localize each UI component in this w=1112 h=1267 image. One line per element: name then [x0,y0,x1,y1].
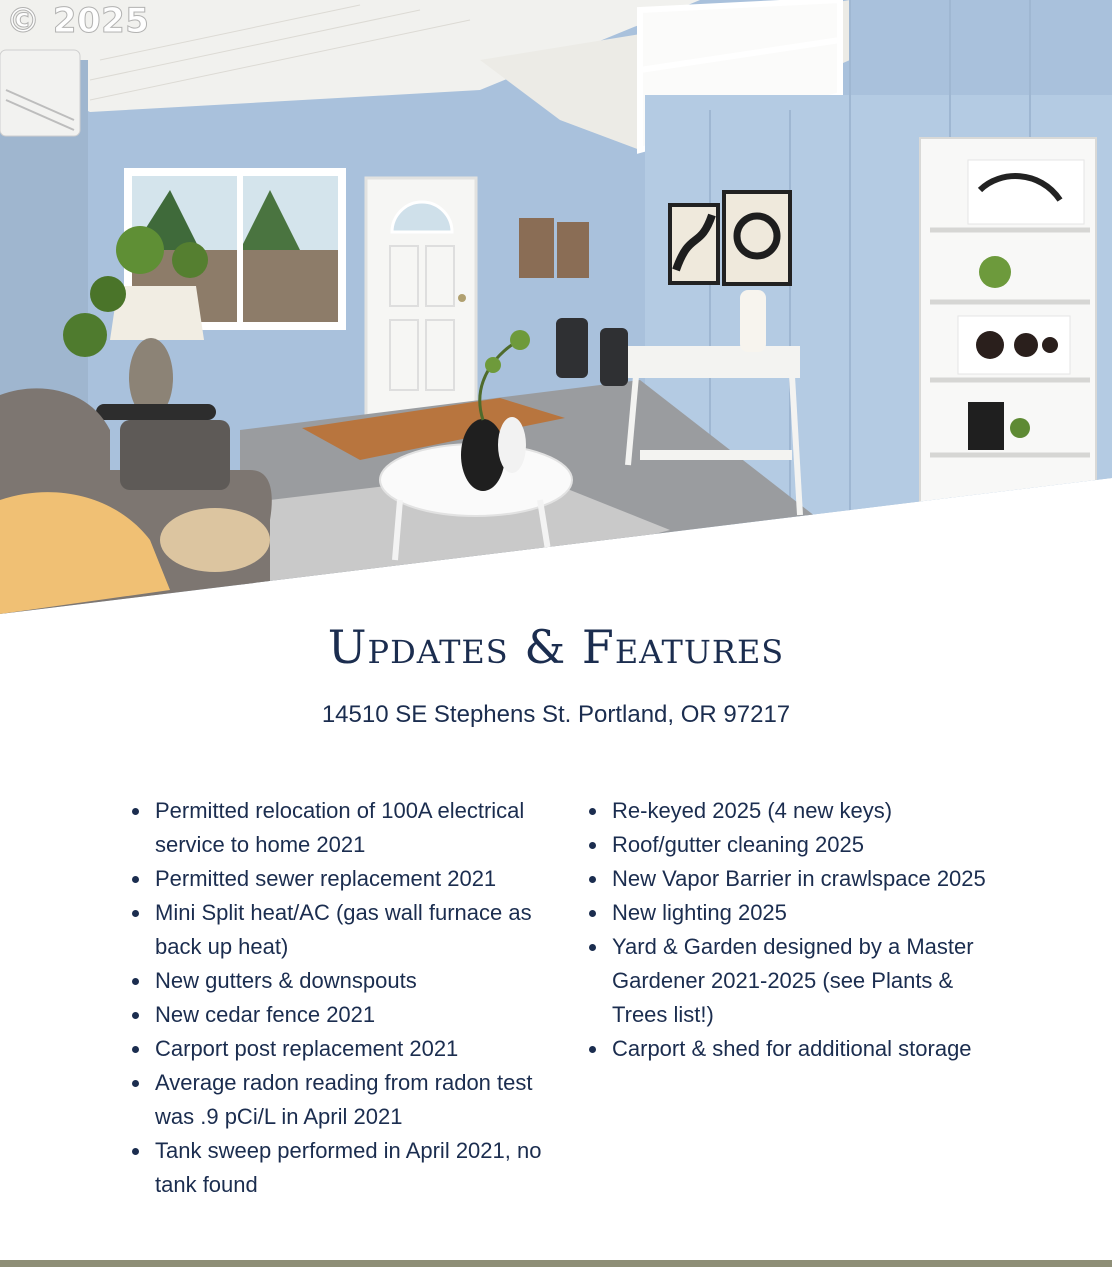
list-item [589,794,1009,828]
list-item-text: Mini Split heat/AC (gas wall furnace as back up heat) [155,900,532,959]
list-item [589,828,1009,862]
list-item [132,964,552,998]
bullet-icon [589,1046,596,1053]
list-item-text: Carport post replacement 2021 [155,1036,459,1061]
bullet-icon [132,808,139,815]
property-address: 14510 SE Stephens St. Portland, OR 97217 [321,701,791,728]
list-item [132,1032,552,1066]
bullet-icon [132,1148,139,1155]
list-item [589,930,1009,1032]
list-item-text: Roof/gutter cleaning 2025 [612,832,864,857]
list-item [589,896,1009,930]
bullet-icon [132,978,139,985]
bullet-icon [589,842,596,849]
list-item [132,1066,552,1134]
list-item-text: Yard & Garden designed by a Master Gardener 2021-2025 (see Plants & Trees list!) [612,934,974,1027]
bullet-icon [132,1012,139,1019]
list-item-text: Permitted sewer replacement 2021 [155,866,497,891]
list-item [589,862,1009,896]
list-item-text: New Vapor Barrier in crawlspace 2025 [612,866,986,891]
bullet-icon [132,1080,139,1087]
list-item [132,794,552,862]
bullet-icon [589,808,596,815]
living-room-photo [0,0,1112,620]
bullet-icon [132,910,139,917]
list-item-text: New cedar fence 2021 [155,1002,376,1027]
bullet-icon [589,910,596,917]
footer-bar [0,1260,1112,1267]
bullet-icon [589,944,596,951]
copyright-watermark: © 2025 [6,1,150,41]
bullet-icon [589,876,596,883]
list-item-text: Re-keyed 2025 (4 new keys) [612,798,893,823]
page-title: Updates & Features [327,620,785,674]
list-item-text: Tank sweep performed in April 2021, no tank found [155,1138,542,1197]
list-item [132,1134,552,1202]
list-item-text: Permitted relocation of 100A electrical service to home 2021 [155,798,525,857]
list-item-text: New gutters & downspouts [155,968,417,993]
list-item [132,896,552,964]
bullet-icon [132,1046,139,1053]
list-item-text: Average radon reading from radon test was .9 pCi/L in April 2021 [155,1070,533,1129]
features-list-right [589,794,1009,1066]
features-list-left [132,794,552,1202]
list-item-text: New lighting 2025 [612,900,787,925]
list-item [132,862,552,896]
list-item [589,1032,1009,1066]
list-item [132,998,552,1032]
bullet-icon [132,876,139,883]
list-item-text: Carport & shed for additional storage [612,1036,972,1061]
